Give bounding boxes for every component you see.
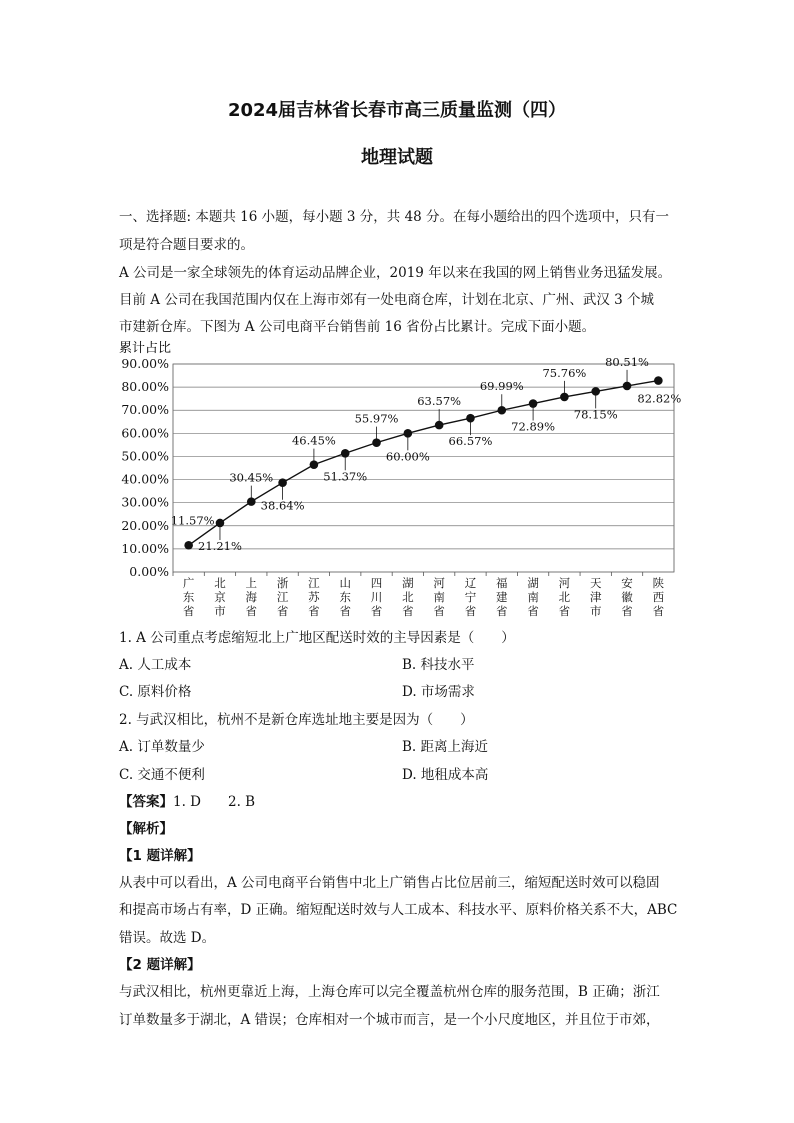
q1-option-c: C. 原料价格: [119, 684, 192, 700]
x-tick-label: 福建省: [496, 576, 508, 618]
y-tick-label: 40.00%: [121, 471, 169, 487]
x-tick-label: 山东省: [339, 576, 351, 618]
x-tick-label: 河南省: [433, 576, 445, 618]
data-point: [310, 460, 319, 469]
x-tick-label: 陕西省: [652, 576, 665, 618]
cumulative-share-chart: [116, 335, 681, 620]
passage-line: 目前 A 公司在我国范围内仅在上海市郊有一处电商仓库，计划在北京、广州、武汉 3 个城: [119, 292, 655, 308]
data-label: 60.00%: [385, 449, 430, 464]
y-tick-label: 20.00%: [121, 517, 169, 533]
data-label: 51.37%: [323, 469, 368, 484]
q2-option-d: D. 地租成本高: [402, 767, 489, 783]
data-point: [435, 421, 444, 430]
q1-option-b: B. 科技水平: [402, 657, 475, 673]
passage-line: 市建新仓库。下图为 A 公司电商平台销售前 16 省份占比累计。完成下面小题。: [119, 319, 596, 335]
data-label: 38.64%: [260, 498, 305, 513]
subject-title: 地理试题: [361, 147, 433, 168]
x-tick-label: 广东省: [182, 576, 195, 618]
y-tick-label: 90.00%: [121, 356, 169, 371]
analysis-text: 从表中可以看出，A 公司电商平台销售中北上广销售占比位居前三，缩短配送时效可以稳固: [119, 875, 660, 891]
q2-option-c: C. 交通不便利: [119, 767, 205, 783]
q2-option-a: A. 订单数量少: [119, 739, 205, 755]
y-tick-label: 0.00%: [129, 564, 169, 579]
data-label: 80.51%: [605, 354, 649, 369]
x-tick-label: 河北省: [558, 576, 571, 618]
data-point: [654, 376, 663, 385]
data-point: [529, 399, 538, 408]
question-1-stem: 1. A 公司重点考虑缩短北上广地区配送时效的主导因素是（ ）: [119, 630, 515, 646]
q2-analysis-heading: 【2 题详解】: [119, 957, 201, 973]
data-point: [466, 414, 475, 423]
x-tick-label: 安徽省: [621, 576, 633, 618]
y-tick-label: 70.00%: [121, 402, 169, 418]
data-point: [497, 406, 506, 415]
x-tick-label: 江苏省: [308, 576, 320, 618]
x-tick-label: 北京市: [214, 576, 226, 618]
data-point: [341, 449, 350, 458]
q1-option-a: A. 人工成本: [119, 657, 192, 673]
data-label: 78.15%: [573, 407, 618, 422]
section-instruction-cont: 项是符合题目要求的。: [119, 237, 254, 253]
question-2-stem: 2. 与武汉相比，杭州不是新仓库选址地主要是因为（ ）: [119, 712, 474, 728]
section-instruction: 一、选择题: 本题共 16 小题，每小题 3 分，共 48 分。在每小题给出的四个选项中，只有一: [119, 209, 670, 225]
data-label: 66.57%: [448, 434, 493, 449]
data-label: 69.99%: [479, 379, 524, 394]
answer-value: 1. D 2. B: [173, 794, 256, 810]
y-tick-label: 30.00%: [121, 494, 169, 510]
q1-analysis-heading: 【1 题详解】: [119, 848, 201, 864]
analysis-text: 错误。故选 D。: [119, 930, 216, 946]
data-label: 11.57%: [170, 513, 215, 528]
data-point: [623, 382, 632, 391]
x-tick-label: 湖北省: [402, 576, 414, 618]
data-point: [278, 478, 287, 487]
data-label: 75.76%: [542, 365, 587, 380]
data-label: 82.82%: [637, 391, 681, 406]
data-label: 63.57%: [417, 394, 462, 409]
data-label: 55.97%: [354, 411, 399, 426]
passage-line: A 公司是一家全球领先的体育运动品牌企业，2019 年以来在我国的网上销售业务迅猛发展。: [119, 265, 672, 281]
x-tick-label: 浙江省: [276, 576, 289, 618]
data-label: 46.45%: [291, 433, 336, 448]
analysis-heading: 【解析】: [119, 821, 173, 837]
y-axis-title: 累计占比: [119, 341, 172, 356]
data-point: [404, 429, 413, 438]
answer-label: 【答案】: [119, 794, 173, 810]
data-point: [216, 519, 225, 528]
q2-option-b: B. 距离上海近: [402, 739, 489, 755]
x-tick-label: 四川省: [370, 576, 383, 618]
data-point: [372, 438, 381, 447]
y-tick-label: 80.00%: [121, 379, 169, 395]
data-label: 21.21%: [198, 538, 242, 553]
data-point: [247, 497, 256, 506]
x-tick-label: 辽宁省: [464, 576, 477, 618]
y-tick-label: 60.00%: [121, 425, 169, 441]
y-tick-label: 10.00%: [121, 540, 169, 556]
data-label: 72.89%: [511, 419, 556, 434]
q1-option-d: D. 市场需求: [402, 684, 475, 700]
x-tick-label: 湖南省: [527, 576, 539, 618]
x-tick-label: 上海省: [245, 576, 258, 618]
data-point: [560, 393, 569, 402]
analysis-text: 和提高市场占有率，D 正确。缩短配送时效与人工成本、科技水平、原料价格关系不大，ABC: [119, 902, 678, 918]
answer-line: [119, 790, 255, 810]
data-point: [591, 387, 600, 396]
data-label: 30.45%: [229, 470, 274, 485]
page-title: 2024届吉林省长春市高三质量监测（四）: [227, 100, 567, 121]
data-point: [184, 541, 193, 550]
analysis-text: 订单数量多于湖北，A 错误；仓库相对一个城市而言，是一个小尺度地区，并且位于市郊，: [119, 1012, 660, 1028]
analysis-text: 与武汉相比，杭州更靠近上海，上海仓库可以完全覆盖杭州仓库的服务范围，B 正确；浙江: [119, 984, 660, 1000]
y-tick-label: 50.00%: [121, 448, 169, 464]
x-tick-label: 天津市: [589, 576, 602, 618]
